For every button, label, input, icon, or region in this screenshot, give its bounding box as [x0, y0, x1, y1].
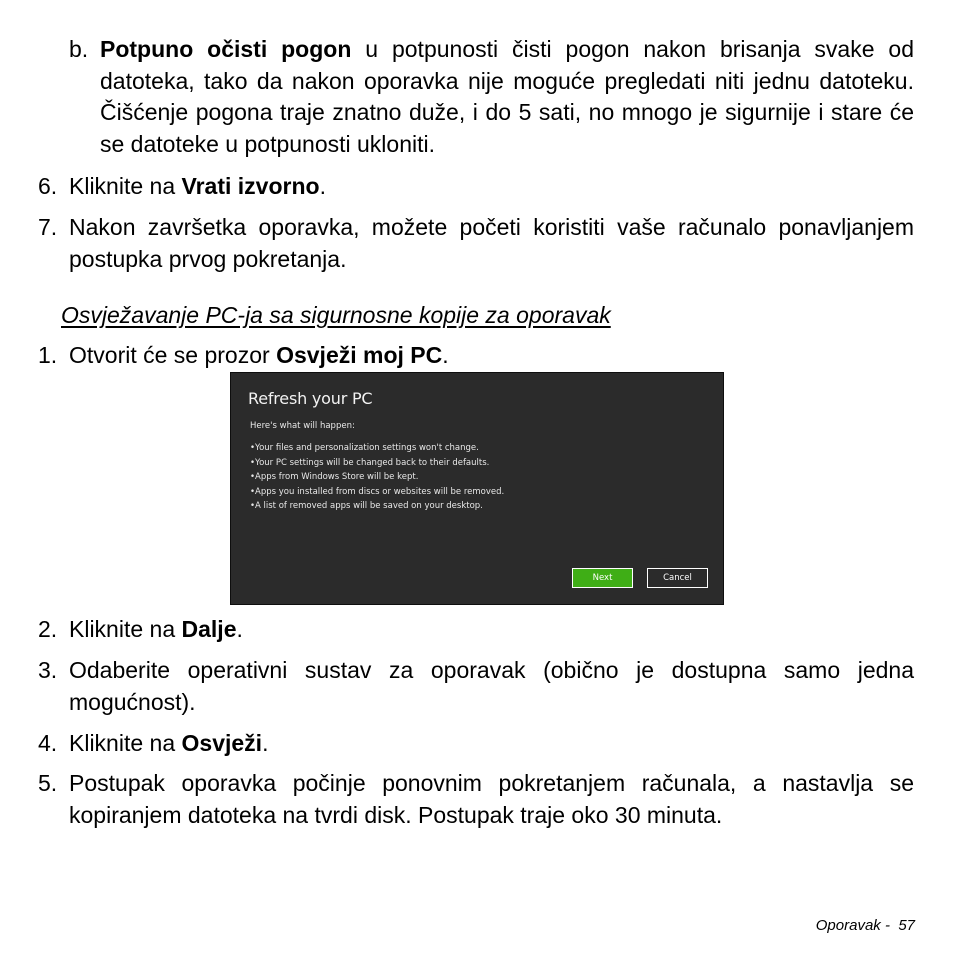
step-b-text [100, 34, 914, 160]
page-footer [816, 917, 915, 934]
step-6-text: Kliknite na Vrati izvorno. [69, 173, 326, 199]
next-button[interactable]: Next [572, 568, 633, 588]
list-marker-2: 2. [38, 616, 58, 642]
list-item: • Your PC settings will be changed back to their defaults. [250, 456, 504, 471]
list-marker-b: b. [69, 36, 89, 62]
list-marker-4: 4. [38, 730, 58, 756]
refresh-step-4-bold: Osvježi [181, 730, 263, 756]
refresh-step-4-text: Kliknite na Osvježi. [69, 730, 269, 756]
refresh-step-2-text: Kliknite na Dalje. [69, 616, 243, 642]
list-item: • A list of removed apps will be saved on your desktop. [250, 499, 504, 514]
section-heading: Osvježavanje PC-ja sa sigurnosne kopije za oporavak [61, 302, 611, 328]
refresh-pc-title: Refresh your PC [248, 389, 373, 408]
step-6-bold: Vrati izvorno [181, 173, 320, 199]
step-7-text: Nakon završetka oporavka, možete početi koristiti vaše računalo ponavljanjem postupka prvog pokretanja. [69, 214, 914, 272]
step-b-bold: Potpuno očisti pogon [100, 36, 352, 62]
list-marker-5: 5. [38, 770, 58, 796]
refresh-step-1-text: Otvorit će se prozor Osvježi moj PC. [69, 342, 449, 368]
step-b-body: u potpunosti čisti pogon nakon brisanja svake od datoteka, tako da nakon oporavka nije moguće pregledati niti jednu datoteku. Čišćenje pogona traje znatno duže, i do 5 sati, no mnogo je sigurnije i stare će se datoteke u potpunosti ukloniti. [100, 36, 914, 157]
cancel-button[interactable]: Cancel [647, 568, 708, 588]
refresh-step-3-text: Odaberite operativni sustav za oporavak (obično je dostupna samo jedna mogućnost). [69, 657, 914, 715]
refresh-step-2-bold: Dalje [181, 616, 237, 642]
list-item: • Apps from Windows Store will be kept. [250, 470, 504, 485]
refresh-step-1-bold: Osvježi moj PC [276, 342, 443, 368]
list-marker-6: 6. [38, 173, 58, 199]
refresh-pc-subtitle: Here's what will happen: [250, 421, 355, 431]
list-item: • Apps you installed from discs or websites will be removed. [250, 485, 504, 500]
page-number: 57 [898, 917, 915, 934]
list-marker-7: 7. [38, 214, 58, 240]
footer-section: Oporavak - [815, 917, 890, 934]
refresh-pc-screenshot [230, 372, 724, 605]
list-item: • Your files and personalization settings won't change. [250, 441, 504, 456]
list-marker-3: 3. [38, 657, 58, 683]
refresh-pc-bullet-list [250, 441, 504, 514]
refresh-step-5-text: Postupak oporavka počinje ponovnim pokretanjem računala, a nastavlja se kopiranjem datoteka na tvrdi disk. Postupak traje oko 30 minuta. [69, 770, 914, 828]
list-marker-1: 1. [38, 342, 58, 368]
